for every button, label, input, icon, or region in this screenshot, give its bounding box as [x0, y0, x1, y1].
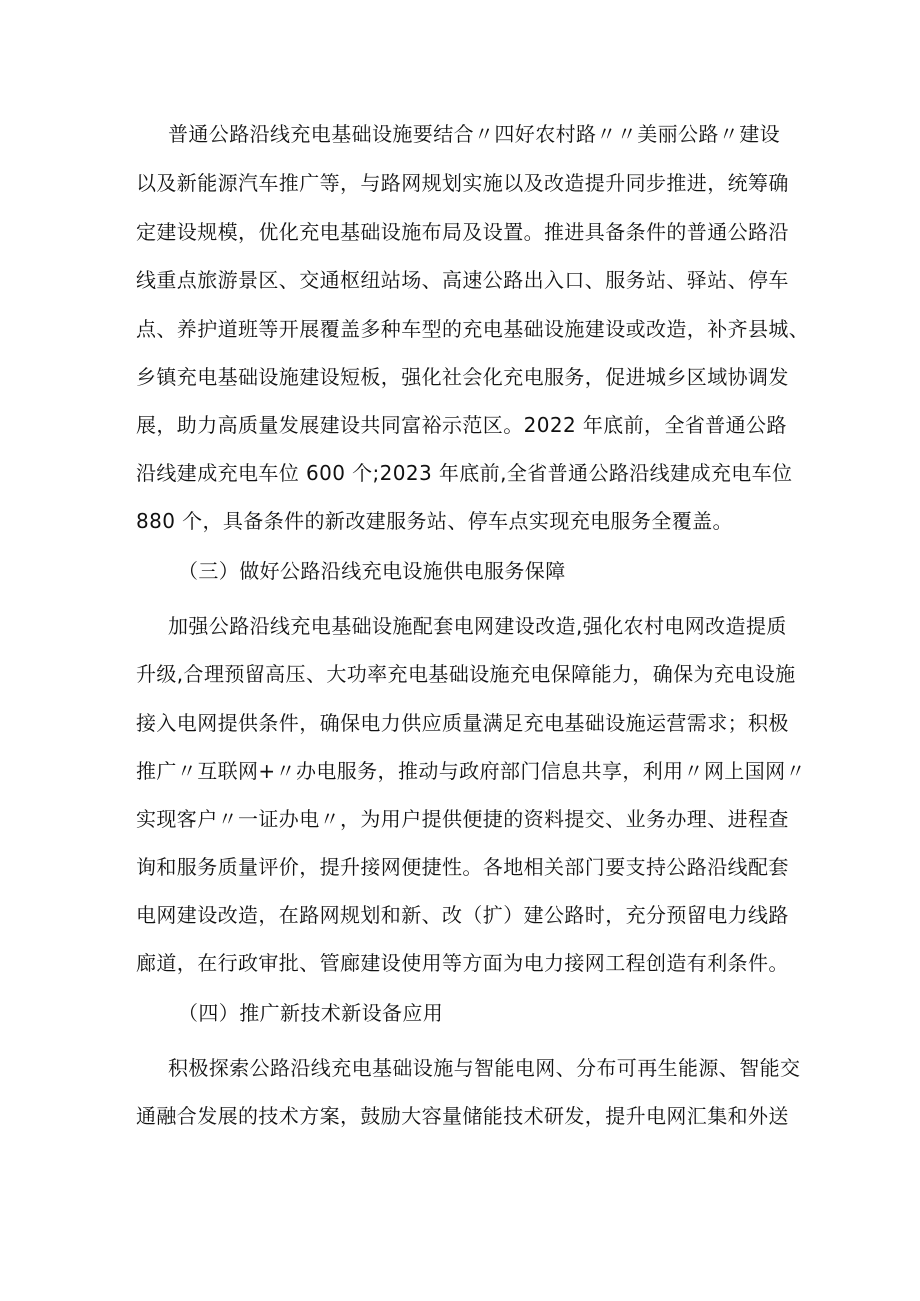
- section-heading-3: （三）做好公路沿线充电设施供电服务保障: [178, 559, 566, 583]
- text-line: 廊道，在行政审批、管廊建设使用等方面为电力接网工程创造有利条件。: [136, 951, 789, 975]
- text-line: 升级,合理预留高压、大功率充电基础设施充电保障能力，确保为充电设施: [136, 662, 796, 686]
- text-line: 点、养护道班等开展覆盖多种车型的充电基础设施建设或改造，补齐县城、: [136, 317, 810, 341]
- section-heading-4: （四）推广新技术新设备应用: [178, 1001, 444, 1025]
- text-line: 接入电网提供条件，确保电力供应质量满足充电基础设施运营需求；积极: [136, 711, 789, 735]
- text-line: 线重点旅游景区、交通枢纽站场、高速公路出入口、服务站、驿站、停车: [136, 268, 789, 292]
- text-line: 推广〃互联网+〃办电服务，推动与政府部门信息共享，利用〃网上国网〃: [136, 759, 806, 783]
- text-line: 普通公路沿线充电基础设施要结合〃四好农村路〃〃美丽公路〃建设: [168, 122, 780, 146]
- text-line: 通融合发展的技术方案，鼓励大容量储能技术研发，提升电网汇集和外送: [136, 1104, 789, 1128]
- text-line: 沿线建成充电车位 600 个;2023 年底前,全省普通公路沿线建成充电车位: [136, 461, 793, 485]
- text-line: 乡镇充电基础设施建设短板，强化社会化充电服务，促进城乡区域协调发: [136, 365, 789, 389]
- text-line: 电网建设改造，在路网规划和新、改（扩）建公路时，充分预留电力线路: [136, 903, 789, 927]
- text-line: 以及新能源汽车推广等，与路网规划实施以及改造提升同步推进，统筹确: [136, 171, 789, 195]
- text-line: 询和服务质量评价，提升接网便捷性。各地相关部门要支持公路沿线配套: [136, 855, 789, 879]
- text-line: 实现客户〃一证办电〃，为用户提供便捷的资料提交、业务办理、进程查: [136, 807, 789, 831]
- text-line: 展，助力高质量发展建设共同富裕示范区。2022 年底前，全省普通公路: [136, 413, 787, 437]
- text-line: 积极探索公路沿线充电基础设施与智能电网、分布可再生能源、智能交: [168, 1056, 801, 1080]
- text-line: 加强公路沿线充电基础设施配套电网建设改造,强化农村电网改造提质: [168, 614, 787, 638]
- text-line: 定建设规模，优化充电基础设施布局及设置。推进具备条件的普通公路沿: [136, 220, 789, 244]
- text-line: 880 个，具备条件的新改建服务站、停车点实现充电服务全覆盖。: [136, 509, 733, 533]
